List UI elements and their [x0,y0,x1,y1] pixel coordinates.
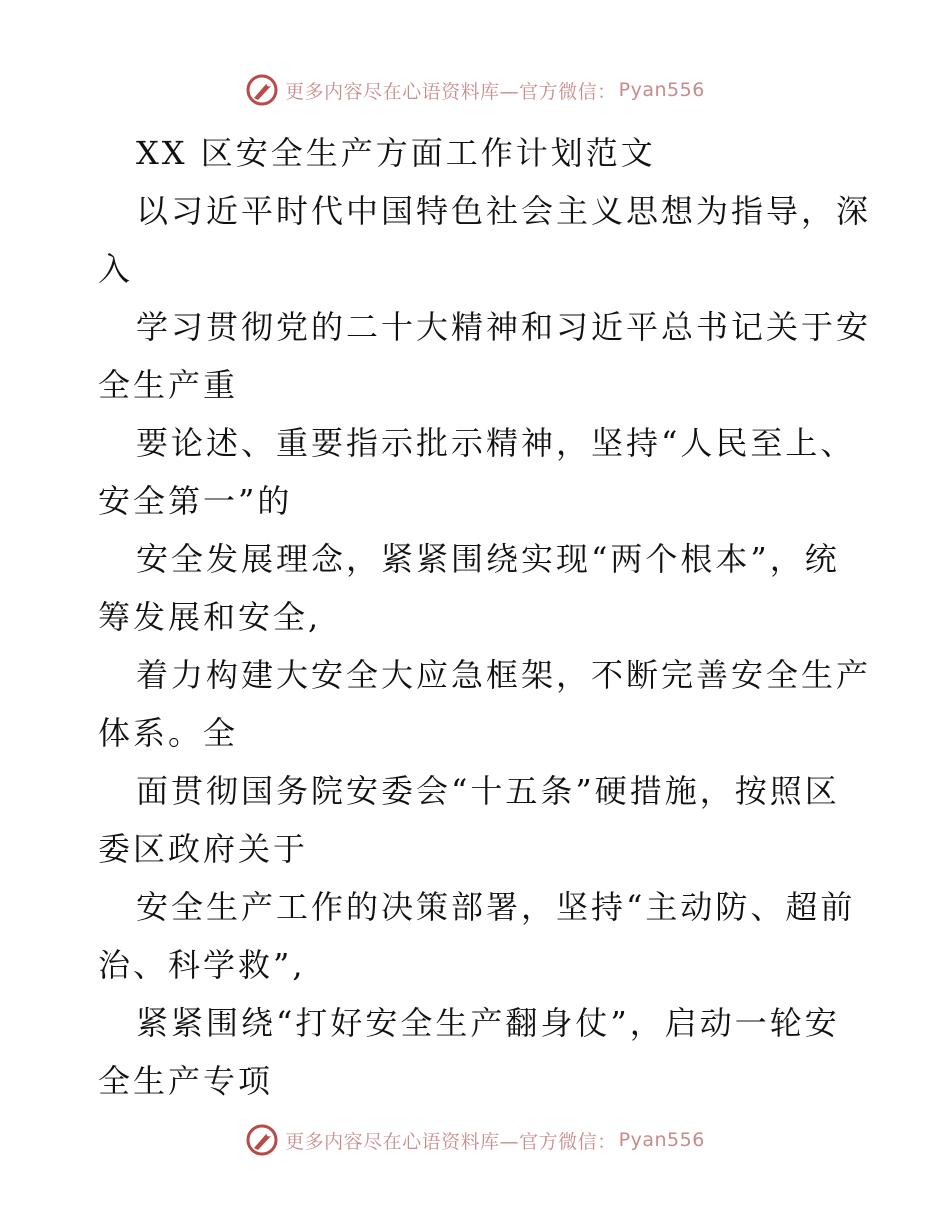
text-line: 要论述、重要指示批示精神，坚持“人民至上、 [136,424,856,462]
text-line: 安全第一”的 [98,482,293,520]
document-title: XX 区安全生产方面工作计划范文 [136,134,656,172]
text-line: 体系。全 [98,714,239,752]
watermark-text: 更多内容尽在心语资料库—官方微信： [285,80,617,103]
watermark-text: 更多内容尽在心语资料库—官方微信： [285,1130,617,1153]
text-line: 全生产专项 [98,1062,274,1100]
text-line: 全生产重 [98,366,239,404]
footer-watermark-banner [0,1118,950,1162]
wechat-id: Pyan556 [618,1129,705,1151]
text-line: 安全生产工作的决策部署，坚持“主动防、超前 [136,888,856,926]
wechat-id: Pyan556 [618,79,705,101]
text-line: 委区政府关于 [98,830,309,868]
text-line: 以习近平时代中国特色社会主义思想为指导，深 [136,192,872,230]
pen-logo-icon [245,73,279,107]
text-line: 治、科学救”, [98,946,306,984]
text-line: 面贯彻国务院安委会“十五条”硬措施，按照区 [136,772,840,810]
pen-logo-icon [245,1123,279,1157]
document-body [98,124,872,1110]
text-line: 着力构建大安全大应急框架，不断完善安全生产 [136,656,872,694]
text-line: 入 [98,250,134,288]
text-line: 筹发展和安全, [98,598,322,636]
header-watermark-banner [0,68,950,112]
text-line: 学习贯彻党的二十大精神和习近平总书记关于安 [136,308,872,346]
text-line: 紧紧围绕“打好安全生产翻身仗”，启动一轮安 [136,1004,840,1042]
text-line: 安全发展理念，紧紧围绕实现“两个根本”，统 [136,540,840,578]
